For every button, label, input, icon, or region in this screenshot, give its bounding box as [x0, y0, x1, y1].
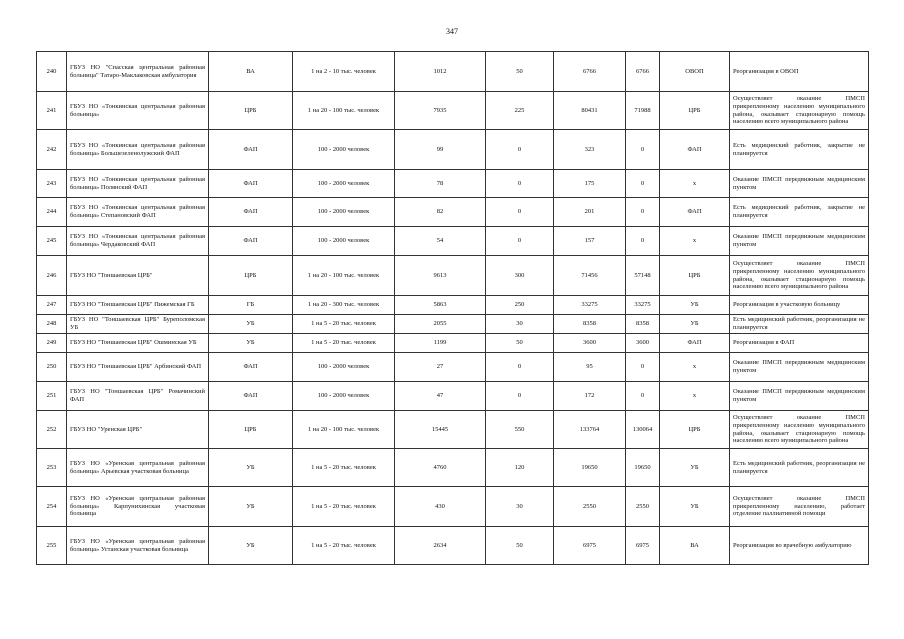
table-row: [37, 92, 869, 130]
facility-name: ГБУЗ НО «Уренская центральная районная больница» Карпунихинская участковая больница: [67, 487, 209, 527]
target-type: УБ: [660, 315, 730, 334]
facility-type: УБ: [209, 334, 293, 353]
row-number: 254: [37, 487, 67, 527]
value-col-2: 50: [486, 527, 554, 565]
plan-note: Осуществляет оказание ПМСП прикрепленному населению муниципального района, оказывает стационарную помощь населению всего муниципального района: [730, 411, 869, 449]
service-norm: 1 на 5 - 20 тыс. человек: [293, 334, 395, 353]
facility-name: ГБУЗ НО "Тоншаевская ЦРБ" Ромачинский ФАП: [67, 382, 209, 411]
row-number: 245: [37, 227, 67, 256]
value-col-1: 47: [395, 382, 486, 411]
facility-type: УБ: [209, 487, 293, 527]
service-norm: 100 - 2000 человек: [293, 198, 395, 227]
facility-name: ГБУЗ НО "Тоншаевская ЦРБ" Арбинский ФАП: [67, 353, 209, 382]
target-type: ОВОП: [660, 52, 730, 92]
value-col-2: 250: [486, 296, 554, 315]
table-row: [37, 449, 869, 487]
value-col-4: 6766: [626, 52, 660, 92]
value-col-3: 19650: [554, 449, 626, 487]
target-type: ФАП: [660, 130, 730, 170]
value-col-1: 27: [395, 353, 486, 382]
row-number: 252: [37, 411, 67, 449]
service-norm: 1 на 20 - 300 тыс. человек: [293, 296, 395, 315]
facilities-table: [36, 51, 869, 565]
value-col-3: 323: [554, 130, 626, 170]
plan-note: Реорганизация во врачебную амбулаторию: [730, 527, 869, 565]
value-col-3: 71456: [554, 256, 626, 296]
value-col-2: 0: [486, 382, 554, 411]
value-col-2: 50: [486, 52, 554, 92]
row-number: 251: [37, 382, 67, 411]
service-norm: 1 на 5 - 20 тыс. человек: [293, 487, 395, 527]
row-number: 246: [37, 256, 67, 296]
facility-type: ЦРБ: [209, 92, 293, 130]
table-row: [37, 334, 869, 353]
plan-note: Осуществляет оказание ПМСП прикрепленному населению, работает отделение паллиативной помощи: [730, 487, 869, 527]
value-col-2: 30: [486, 315, 554, 334]
facility-type: УБ: [209, 449, 293, 487]
facility-name: ГБУЗ НО "Тоншаевская ЦРБ" Пижемская ГБ: [67, 296, 209, 315]
value-col-4: 19650: [626, 449, 660, 487]
facility-type: УБ: [209, 315, 293, 334]
target-type: ВА: [660, 527, 730, 565]
facility-type: ВА: [209, 52, 293, 92]
value-col-3: 201: [554, 198, 626, 227]
table-row: [37, 296, 869, 315]
value-col-1: 15445: [395, 411, 486, 449]
value-col-2: 225: [486, 92, 554, 130]
service-norm: 1 на 20 - 100 тыс. человек: [293, 411, 395, 449]
facility-type: ФАП: [209, 198, 293, 227]
facility-name: ГБУЗ НО «Уренская центральная районная больница» Арьевская участковая больница: [67, 449, 209, 487]
plan-note: Реорганизация в участковую больницу: [730, 296, 869, 315]
facility-type: ФАП: [209, 227, 293, 256]
facility-type: УБ: [209, 527, 293, 565]
plan-note: Оказание ПМСП передвижным медицинским пунктом: [730, 170, 869, 198]
value-col-3: 6766: [554, 52, 626, 92]
value-col-4: 0: [626, 170, 660, 198]
page-number: 347: [446, 27, 458, 36]
target-type: ЦРБ: [660, 256, 730, 296]
table-row: [37, 52, 869, 92]
value-col-2: 550: [486, 411, 554, 449]
table-row: [37, 411, 869, 449]
plan-note: Оказание ПМСП передвижным медицинским пунктом: [730, 353, 869, 382]
target-type: ЦРБ: [660, 92, 730, 130]
value-col-3: 95: [554, 353, 626, 382]
value-col-1: 4760: [395, 449, 486, 487]
value-col-2: 30: [486, 487, 554, 527]
service-norm: 1 на 2 - 10 тыс. человек: [293, 52, 395, 92]
plan-note: Есть медицинский работник, закрытие не планируется: [730, 198, 869, 227]
plan-note: Реорганизация в ОВОП: [730, 52, 869, 92]
value-col-3: 172: [554, 382, 626, 411]
facility-type: ЦРБ: [209, 411, 293, 449]
row-number: 253: [37, 449, 67, 487]
value-col-4: 0: [626, 227, 660, 256]
row-number: 243: [37, 170, 67, 198]
value-col-4: 0: [626, 130, 660, 170]
value-col-4: 0: [626, 198, 660, 227]
target-type: х: [660, 382, 730, 411]
value-col-2: 0: [486, 170, 554, 198]
row-number: 240: [37, 52, 67, 92]
plan-note: Оказание ПМСП передвижным медицинским пунктом: [730, 382, 869, 411]
value-col-2: 0: [486, 227, 554, 256]
value-col-2: 0: [486, 130, 554, 170]
value-col-1: 78: [395, 170, 486, 198]
value-col-1: 7935: [395, 92, 486, 130]
row-number: 255: [37, 527, 67, 565]
value-col-4: 130064: [626, 411, 660, 449]
row-number: 244: [37, 198, 67, 227]
value-col-1: 9613: [395, 256, 486, 296]
service-norm: 1 на 5 - 20 тыс. человек: [293, 449, 395, 487]
value-col-4: 71988: [626, 92, 660, 130]
target-type: ФАП: [660, 334, 730, 353]
target-type: ФАП: [660, 198, 730, 227]
table-row: [37, 382, 869, 411]
service-norm: 100 - 2000 человек: [293, 353, 395, 382]
target-type: ЦРБ: [660, 411, 730, 449]
target-type: УБ: [660, 296, 730, 315]
value-col-2: 50: [486, 334, 554, 353]
facility-type: ГБ: [209, 296, 293, 315]
plan-note: Реорганизация в ФАП: [730, 334, 869, 353]
target-type: х: [660, 353, 730, 382]
facility-name: ГБУЗ НО "Тоншаевская ЦРБ": [67, 256, 209, 296]
table-row: [37, 487, 869, 527]
value-col-1: 1012: [395, 52, 486, 92]
row-number: 242: [37, 130, 67, 170]
value-col-3: 133764: [554, 411, 626, 449]
facility-name: ГБУЗ НО «Тонкинская центральная районная больница» Полянский ФАП: [67, 170, 209, 198]
facility-name: ГБУЗ НО "Тоншаевская ЦРБ" Буреполомская УБ: [67, 315, 209, 334]
value-col-2: 0: [486, 198, 554, 227]
plan-note: Оказание ПМСП передвижным медицинским пунктом: [730, 227, 869, 256]
value-col-3: 3600: [554, 334, 626, 353]
value-col-3: 175: [554, 170, 626, 198]
row-number: 250: [37, 353, 67, 382]
value-col-4: 33275: [626, 296, 660, 315]
value-col-3: 33275: [554, 296, 626, 315]
table-row: [37, 170, 869, 198]
value-col-3: 80431: [554, 92, 626, 130]
table-row: [37, 527, 869, 565]
plan-note: Есть медицинский работник, реорганизация не планируется: [730, 315, 869, 334]
row-number: 241: [37, 92, 67, 130]
value-col-2: 120: [486, 449, 554, 487]
value-col-1: 54: [395, 227, 486, 256]
table-row: [37, 256, 869, 296]
value-col-4: 0: [626, 382, 660, 411]
table-row: [37, 227, 869, 256]
target-type: х: [660, 227, 730, 256]
target-type: УБ: [660, 487, 730, 527]
table-row: [37, 353, 869, 382]
facility-name: ГБУЗ НО "Тоншаевская ЦРБ" Ошминская УБ: [67, 334, 209, 353]
value-col-2: 0: [486, 353, 554, 382]
value-col-1: 99: [395, 130, 486, 170]
service-norm: 1 на 20 - 100 тыс. человек: [293, 256, 395, 296]
facility-type: ФАП: [209, 130, 293, 170]
value-col-3: 2550: [554, 487, 626, 527]
table-row: [37, 315, 869, 334]
value-col-1: 82: [395, 198, 486, 227]
value-col-4: 3600: [626, 334, 660, 353]
plan-note: Осуществляет оказание ПМСП прикрепленному населению муниципального района, оказывает стационарную помощь населению всего муниципального района: [730, 256, 869, 296]
value-col-3: 6975: [554, 527, 626, 565]
value-col-2: 300: [486, 256, 554, 296]
value-col-3: 8358: [554, 315, 626, 334]
service-norm: 1 на 20 - 100 тыс. человек: [293, 92, 395, 130]
facility-type: ЦРБ: [209, 256, 293, 296]
row-number: 247: [37, 296, 67, 315]
plan-note: Есть медицинский работник, закрытие не планируется: [730, 130, 869, 170]
service-norm: 1 на 5 - 20 тыс. человек: [293, 527, 395, 565]
facility-name: ГБУЗ НО «Тонкинская центральная районная больница» Чердаковский ФАП: [67, 227, 209, 256]
facility-type: ФАП: [209, 353, 293, 382]
value-col-4: 0: [626, 353, 660, 382]
value-col-1: 430: [395, 487, 486, 527]
value-col-1: 1199: [395, 334, 486, 353]
facility-name: ГБУЗ НО «Тонкинская центральная районная больница» Степановский ФАП: [67, 198, 209, 227]
facility-name: ГБУЗ НО «Уренская центральная районная больница» Устанская участковая больница: [67, 527, 209, 565]
service-norm: 100 - 2000 человек: [293, 382, 395, 411]
facility-name: ГБУЗ НО «Тонкинская центральная районная больница» Большезеленолужский ФАП: [67, 130, 209, 170]
value-col-1: 2055: [395, 315, 486, 334]
facility-name: ГБУЗ НО «Тонкинская центральная районная больница»: [67, 92, 209, 130]
value-col-4: 6975: [626, 527, 660, 565]
value-col-4: 57148: [626, 256, 660, 296]
row-number: 248: [37, 315, 67, 334]
service-norm: 1 на 5 - 20 тыс. человек: [293, 315, 395, 334]
value-col-1: 5863: [395, 296, 486, 315]
value-col-1: 2634: [395, 527, 486, 565]
value-col-4: 2550: [626, 487, 660, 527]
service-norm: 100 - 2000 человек: [293, 170, 395, 198]
target-type: УБ: [660, 449, 730, 487]
plan-note: Есть медицинский работник, реорганизация не планируется: [730, 449, 869, 487]
target-type: х: [660, 170, 730, 198]
row-number: 249: [37, 334, 67, 353]
service-norm: 100 - 2000 человек: [293, 130, 395, 170]
facility-name: ГБУЗ НО "Уренская ЦРБ": [67, 411, 209, 449]
facility-type: ФАП: [209, 170, 293, 198]
table-row: [37, 130, 869, 170]
facility-type: ФАП: [209, 382, 293, 411]
table-row: [37, 198, 869, 227]
value-col-3: 157: [554, 227, 626, 256]
value-col-4: 8358: [626, 315, 660, 334]
service-norm: 100 - 2000 человек: [293, 227, 395, 256]
facility-name: ГБУЗ НО "Спасская центральная районная больница" Татаро-Маклаковская амбулатория: [67, 52, 209, 92]
plan-note: Осуществляет оказание ПМСП прикрепленному населению муниципального района, оказывает стационарную помощь населению всего муниципального района: [730, 92, 869, 130]
